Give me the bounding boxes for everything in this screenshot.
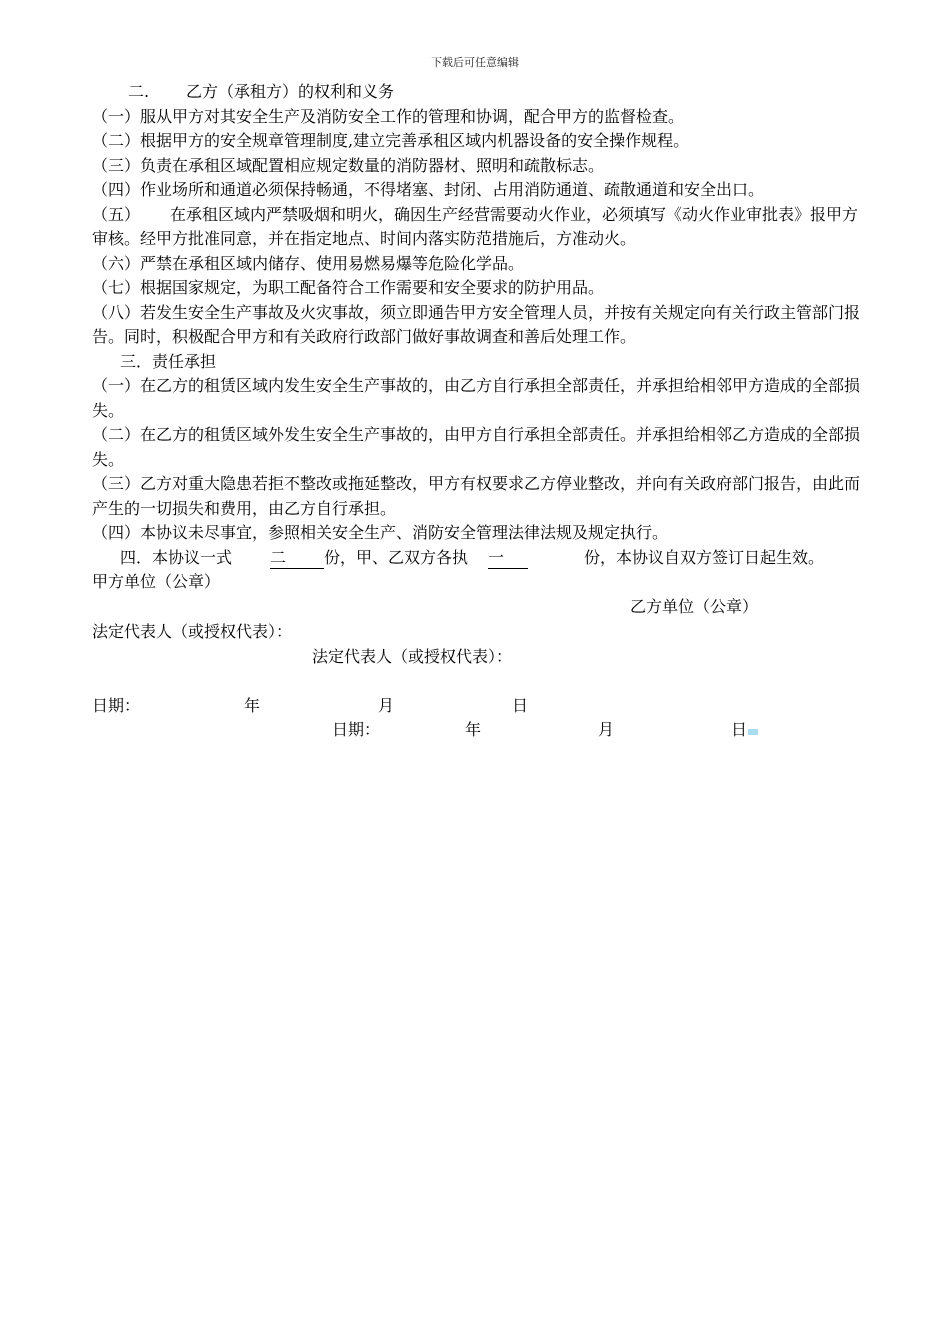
party-a-date-day: 日 — [512, 696, 529, 715]
party-a-unit: 甲方单位（公章） — [92, 572, 221, 591]
section-2-heading — [92, 80, 872, 105]
section-2-number: 二. — [128, 82, 150, 101]
header-note: 下载后可任意编辑 — [431, 56, 519, 69]
section-3-item-2: （二）在乙方的租赁区域外发生安全生产事故的，由甲方自行承担全部责任。并承担给相邻乙方造成的全部损失。 — [92, 425, 861, 469]
party-b-unit: 乙方单位（公章） — [630, 597, 759, 616]
section-2-item-6: （六）严禁在承租区域内储存、使用易燃易爆等危险化学品。 — [92, 253, 525, 273]
section-2-item-5 — [92, 203, 872, 252]
party-a-date — [92, 694, 528, 719]
party-a-representative: 法定代表人（或授权代表）： — [92, 622, 293, 641]
party-b-date-day: 日 — [731, 720, 748, 739]
party-a-date-month: 月 — [378, 696, 395, 715]
signature-block — [92, 570, 872, 740]
party-b-date-year: 年 — [465, 720, 482, 739]
party-b-date-label: 日期： — [332, 720, 381, 739]
copies-total-blank: 二 — [270, 548, 324, 569]
section-2-item-7: （七）根据国家规定，为职工配备符合工作需要和安全要求的防护用品。 — [92, 278, 605, 297]
party-b-representative: 法定代表人（或授权代表）： — [312, 647, 513, 666]
section-2-title: 乙方（承租方）的权利和义务 — [186, 82, 395, 101]
section-2-item-2: （二）根据甲方的安全规章管理制度,建立完善承租区域内机器设备的安全操作规程。 — [92, 131, 690, 150]
section-4-mid: 份，甲、乙双方各执 — [324, 547, 469, 567]
section-4-prefix: 四．本协议一式 — [120, 547, 233, 567]
section-3-heading: 三．责任承担 — [120, 351, 217, 371]
section-3-item-4: （四）本协议未尽事宜，参照相关安全生产、消防安全管理法律法规及规定执行。 — [92, 523, 669, 542]
party-a-date-year: 年 — [244, 696, 261, 715]
section-3-item-1: （一）在乙方的租赁区域内发生安全生产事故的，由乙方自行承担全部责任，并承担给相邻甲方造成的全部损失。 — [92, 376, 861, 420]
section-3-item-3: （三）乙方对重大隐患若拒不整改或拖延整改，甲方有权要求乙方停业整改，并向有关政府部门报告，由此而产生的一切损失和费用，由乙方自行承担。 — [92, 474, 861, 518]
section-2-item-3: （三）负责在承租区域配置相应规定数量的消防器材、照明和疏散标志。 — [92, 155, 605, 175]
document-body — [92, 80, 872, 740]
section-2-item-4: （四）作业场所和通道必须保持畅通，不得堵塞、封闭、占用消防通道、疏散通道和安全出口。 — [92, 180, 765, 199]
copies-each-blank: 一 — [488, 548, 528, 569]
text-cursor-marker — [748, 729, 758, 735]
section-2-item-1: （一）服从甲方对其安全生产及消防安全工作的管理和协调，配合甲方的监督检查。 — [92, 106, 685, 126]
party-a-date-label: 日期： — [92, 696, 141, 715]
section-4-clause — [92, 546, 872, 571]
party-b-date-month: 月 — [598, 720, 615, 739]
section-2-item-5-label: （五） — [92, 204, 141, 224]
section-4-suffix: 份，本协议自双方签订日起生效。 — [584, 547, 825, 567]
section-2-item-8: （八）若发生安全生产事故及火灾事故，须立即通告甲方安全管理人员，并按有关规定向有关行政主管部门报告。同时，积极配合甲方和有关政府行政部门做好事故调查和善后处理工作。 — [92, 302, 861, 346]
party-b-date — [332, 718, 758, 743]
section-2-item-5-text: 在承租区域内严禁吸烟和明火，确因生产经营需要动火作业，必须填写《动火作业审批表》报甲方审核。经甲方批准同意，并在指定地点、时间内落实防范措施后，方准动火。 — [92, 204, 859, 248]
